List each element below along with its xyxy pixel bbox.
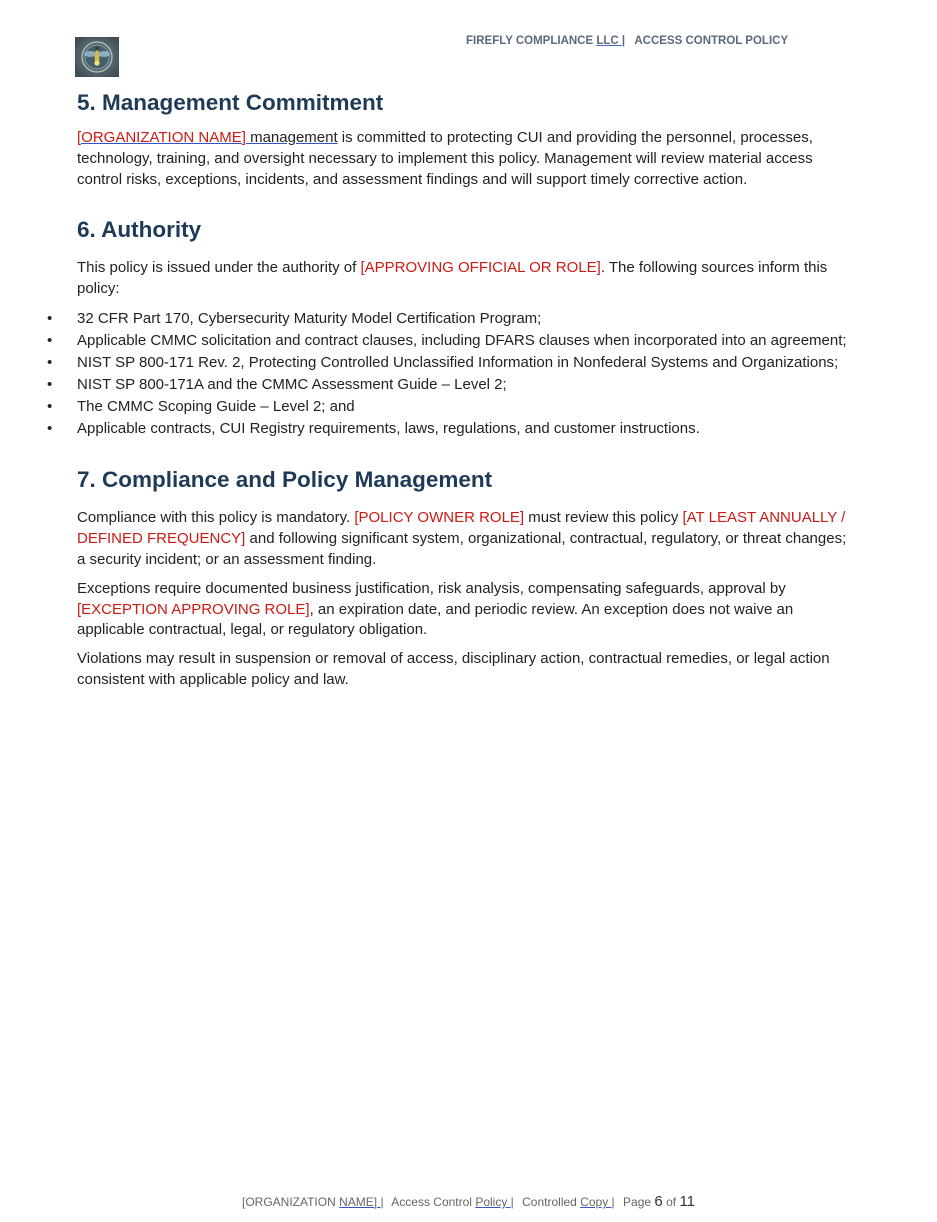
- page-number: Page 6 of 11: [623, 1193, 696, 1210]
- footer-document-name: Access Control Policy |: [391, 1195, 514, 1209]
- section-5-paragraph: [ORGANIZATION NAME] management is committed to protecting CUI and providing the personnel, processes, technology, training, and oversight necessary to implement this policy. Management will review material access control risks, exceptions, incidents, and assessment findings and will support timely corrective action.: [77, 129, 813, 188]
- company-suffix: LLC |: [596, 35, 626, 47]
- document-body: [77, 84, 857, 691]
- list-item: • 32 CFR Part 170, Cybersecurity Maturity Model Certification Program;: [77, 309, 857, 330]
- placeholder-exception-approving-role[interactable]: [EXCEPTION APPROVING ROLE]: [77, 600, 310, 618]
- section-5-heading: 5. Management Commitment: [77, 90, 384, 115]
- list-item: • Applicable contracts, CUI Registry requirements, laws, regulations, and customer instructions.: [77, 419, 857, 440]
- placeholder-policy-owner-role[interactable]: [POLICY OWNER ROLE]: [354, 509, 525, 527]
- footer-organization: [ORGANIZATION NAME] |: [241, 1195, 384, 1209]
- list-item: • The CMMC Scoping Guide – Level 2; and: [77, 397, 857, 418]
- management-term: management: [245, 129, 338, 146]
- section-7-paragraph-1: Compliance with this policy is mandatory. [POLICY OWNER ROLE] must review this policy [AT LEAST ANNUALLY / DEFINED FREQUENCY] and following significant system, organizational, contractual, regulatory, or threat changes; a security incident; or an assessment finding.: [77, 509, 847, 569]
- authority-sources-list: [77, 309, 857, 440]
- section-6-paragraph: This policy is issued under the authority of [APPROVING OFFICIAL OR ROLE]. The following sources inform this policy:: [77, 259, 828, 298]
- list-item: • NIST SP 800-171 Rev. 2, Protecting Controlled Unclassified Information in Nonfederal Systems and Organizations;: [77, 353, 857, 374]
- page-footer: [0, 1193, 937, 1210]
- footer-copy-status: Controlled Copy |: [522, 1195, 615, 1209]
- section-7-paragraph-3: Violations may result in suspension or removal of access, disciplinary action, contractual remedies, or legal action consistent with applicable policy and law.: [77, 650, 830, 689]
- list-item: • NIST SP 800-171A and the CMMC Assessment Guide – Level 2;: [77, 375, 857, 396]
- placeholder-approving-official[interactable]: [APPROVING OFFICIAL OR ROLE]: [360, 259, 601, 277]
- section-7-paragraph-2: Exceptions require documented business justification, risk analysis, compensating safeguards, approval by [EXCEPTION APPROVING ROLE], an expiration date, and periodic review. An exception does not waive an applicable contractual, legal, or regulatory obligation.: [77, 579, 794, 639]
- list-item: • Applicable CMMC solicitation and contract clauses, including DFARS clauses when incorporated into an agreement;: [77, 331, 857, 352]
- placeholder-review-frequency[interactable]: [AT LEAST ANNUALLY / DEFINED FREQUENCY]: [77, 509, 846, 548]
- company-name: FIREFLY COMPLIANCE: [466, 35, 594, 47]
- document-title: ACCESS CONTROL POLICY: [634, 35, 789, 47]
- placeholder-organization-name[interactable]: [ORGANIZATION NAME]: [77, 129, 246, 146]
- running-header: [466, 35, 788, 47]
- section-7-heading: 7. Compliance and Policy Management: [77, 467, 493, 493]
- firefly-emblem-icon: [75, 37, 119, 77]
- section-6-heading: 6. Authority: [77, 217, 202, 243]
